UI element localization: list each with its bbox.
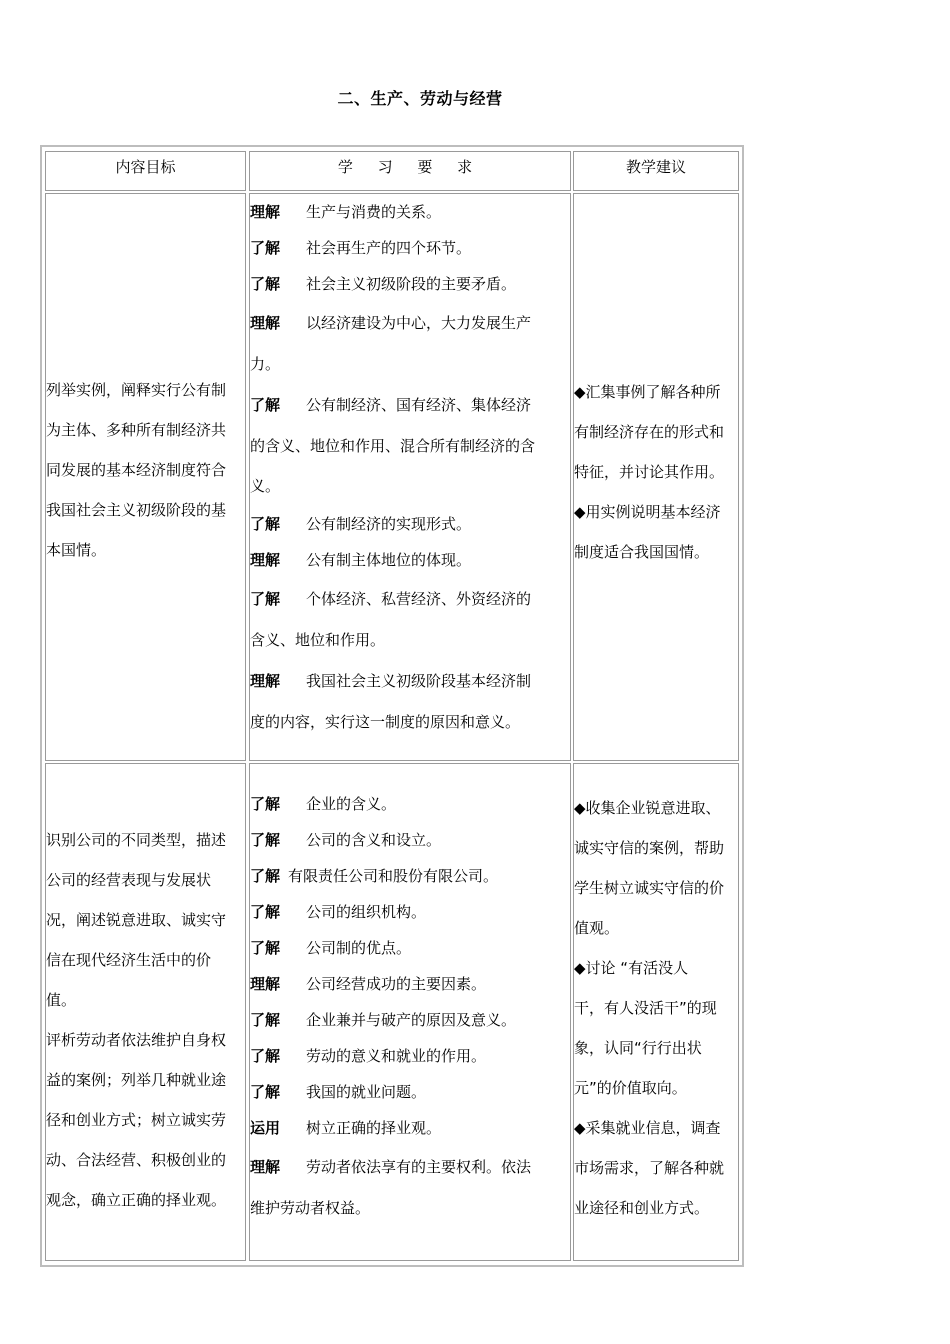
requirement-level: 了解 [250,275,281,293]
header-goal-label: 内容目标 [115,158,176,176]
requirement-text: 社会主义初级阶段的主要矛盾。 [306,275,517,293]
goal-text-line: 评析劳动者依法维护自身权 [46,1031,227,1049]
requirement-level: 了解 [250,831,281,849]
requirement-text: 社会再生产的四个环节。 [306,239,472,257]
requirement-level: 了解 [250,867,281,885]
suggestion-text-line: ◆收集企业锐意进取、 [574,799,721,817]
suggestion-text-line: 干，有人没活干”的现 [574,999,717,1017]
requirement-text: 公有制经济、国有经济、集体经济 [306,396,532,414]
requirement-level: 了解 [250,590,281,608]
requirement-level: 了解 [250,239,281,257]
requirement-text: 有限责任公司和股份有限公司。 [288,867,499,885]
header-cell-goal [45,151,246,191]
goal-text-line: 径和创业方式；树立诚实劳 [46,1111,227,1129]
requirement-level: 了解 [250,396,281,414]
requirement-level: 理解 [250,314,281,332]
row2-requirements-cell [249,763,571,1261]
suggestion-text-line: ◆汇集事例了解各种所 [574,383,721,401]
header-cell-requirements [249,151,571,191]
requirement-level: 了解 [250,1047,281,1065]
requirement-text-continued: 力。 [250,355,281,373]
requirement-text-continued: 度的内容，实行这一制度的原因和意义。 [250,713,521,731]
goal-text-line: 同发展的基本经济制度符合 [46,461,227,479]
header-cell-suggestions [573,151,739,191]
requirement-text-continued: 维护劳动者权益。 [250,1199,371,1217]
goal-text-line: 我国社会主义初级阶段的基 [46,501,227,519]
goal-text-line: 动、合法经营、积极创业的 [46,1151,227,1169]
requirement-text: 公司的含义和设立。 [306,831,442,849]
requirement-text: 以经济建设为中心，大力发展生产 [306,314,532,332]
requirement-item [250,1074,571,1110]
requirement-item [250,930,571,966]
row2-suggestions-cell [573,763,739,1261]
suggestion-text-line: 值观。 [574,919,620,937]
requirement-text: 公司制的优点。 [306,939,412,957]
requirement-item [250,966,571,1002]
requirement-text-continued: 义。 [250,477,281,495]
requirement-item [250,578,571,620]
requirement-text: 公司的组织机构。 [306,903,427,921]
requirement-text: 生产与消费的关系。 [306,203,442,221]
requirement-item [250,506,571,542]
suggestion-text-line: 元”的价值取向。 [574,1079,687,1097]
suggestion-text-line: 特征，并讨论其作用。 [574,463,725,481]
goal-text-line: 益的案例；列举几种就业途 [46,1071,227,1089]
requirement-text: 个体经济、私营经济、外资经济的 [306,590,532,608]
requirement-level: 理解 [250,1158,281,1176]
requirement-level: 了解 [250,795,281,813]
goal-text-line: 观念，确立正确的择业观。 [46,1191,227,1209]
requirement-text: 企业的含义。 [306,795,397,813]
requirement-item [250,194,571,230]
requirement-text: 公有制主体地位的体现。 [306,551,472,569]
goal-text-line: 列举实例，阐释实行公有制 [46,381,227,399]
requirement-text: 树立正确的择业观。 [306,1119,442,1137]
suggestion-text-line: ◆采集就业信息，调查 [574,1119,721,1137]
requirement-item [250,1110,571,1146]
requirement-item [250,1002,571,1038]
requirement-item [250,822,571,858]
requirement-text-continued: 含义、地位和作用。 [250,631,386,649]
goal-text-line: 本国情。 [46,541,107,559]
goal-text-line: 信在现代经济生活中的价 [46,951,212,969]
row1-goal-cell [45,193,246,761]
header-requirements-label: 学 习 要 求 [337,158,483,176]
requirement-item [250,384,571,426]
suggestion-text-line: 市场需求，了解各种就 [574,1159,725,1177]
requirement-level: 了解 [250,1011,281,1029]
requirement-item [250,894,571,930]
requirement-level: 理解 [250,551,281,569]
goal-text-line: 公司的经营表现与发展状 [46,871,212,889]
row1-requirements-cell [249,193,571,761]
suggestion-text-line: 有制经济存在的形式和 [574,423,725,441]
page-title: 二、生产、劳动与经营 [337,89,503,108]
requirement-item [250,302,571,344]
header-suggestions-label: 教学建议 [625,158,686,176]
requirement-item [250,660,571,702]
row2-goal-cell [45,763,246,1261]
requirement-level: 了解 [250,903,281,921]
requirement-text: 企业兼并与破产的原因及意义。 [306,1011,517,1029]
curriculum-table [40,145,744,1267]
suggestion-text-line: 象，认同“行行出状 [574,1039,702,1057]
requirement-level: 了解 [250,1083,281,1101]
requirement-item [250,230,571,266]
requirement-text: 劳动的意义和就业的作用。 [306,1047,487,1065]
requirement-level: 理解 [250,203,281,221]
requirement-item [250,1038,571,1074]
requirement-text: 我国的就业问题。 [306,1083,427,1101]
suggestion-text-line: 学生树立诚实守信的价 [574,879,725,897]
requirement-level: 理解 [250,672,281,690]
requirement-item [250,542,571,578]
requirement-text: 劳动者依法享有的主要权利。依法 [306,1158,532,1176]
requirement-item [250,266,571,302]
requirement-text-continued: 的含义、地位和作用、混合所有制经济的含 [250,437,536,455]
requirement-level: 了解 [250,939,281,957]
requirement-text: 公有制经济的实现形式。 [306,515,472,533]
requirement-text: 我国社会主义初级阶段基本经济制 [306,672,532,690]
requirement-item [250,1146,571,1188]
requirement-text: 公司经营成功的主要因素。 [306,975,487,993]
requirement-level: 理解 [250,975,281,993]
goal-text-line: 识别公司的不同类型，描述 [46,831,227,849]
suggestion-text-line: ◆讨论 “有活没人 [574,959,689,977]
suggestion-text-line: 业途径和创业方式。 [574,1199,710,1217]
requirement-item [250,786,571,822]
goal-text-line: 值。 [46,991,77,1009]
suggestion-text-line: 制度适合我国国情。 [574,543,710,561]
requirement-item [250,858,571,894]
requirement-level: 了解 [250,515,281,533]
goal-text-line: 况，阐述锐意进取、诚实守 [46,911,227,929]
suggestion-text-line: ◆用实例说明基本经济 [574,503,721,521]
goal-text-line: 为主体、多种所有制经济共 [46,421,227,439]
requirement-level: 运用 [250,1119,281,1137]
row1-suggestions-cell [573,193,739,761]
suggestion-text-line: 诚实守信的案例，帮助 [574,839,725,857]
